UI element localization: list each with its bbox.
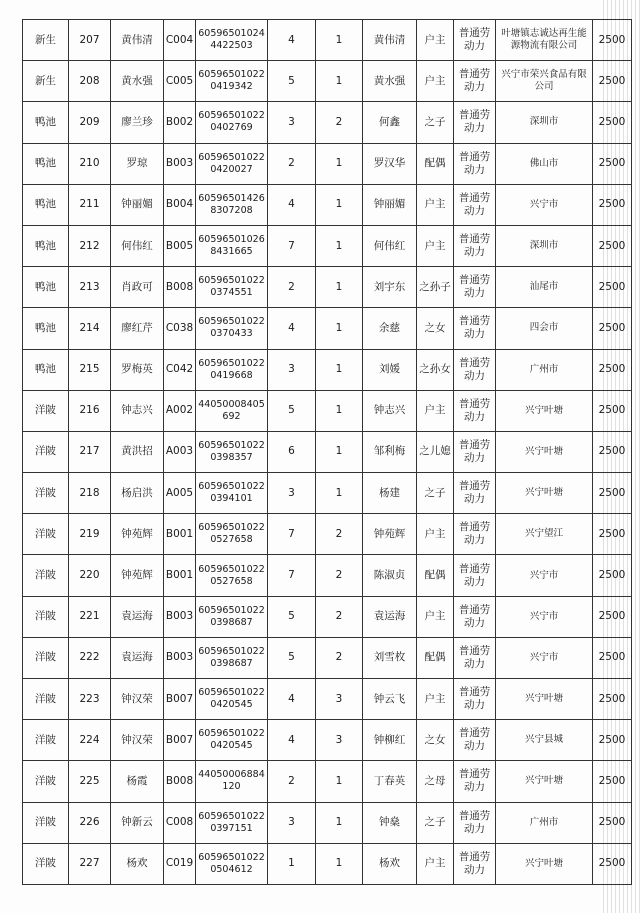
cell-labor-type: 普通劳动力 — [454, 390, 496, 431]
cell-household-code: C019 — [164, 843, 196, 884]
cell-village: 鸭池 — [23, 102, 69, 143]
cell-household-size: 3 — [268, 102, 316, 143]
cell-labor-type: 普通劳动力 — [454, 267, 496, 308]
cell-village: 洋陂 — [23, 720, 69, 761]
cell-household-head: 杨霞 — [111, 761, 164, 802]
cell-worker-name: 钟丽媚 — [363, 184, 417, 225]
cell-household-size: 7 — [268, 225, 316, 266]
cell-worker-name: 黄伟清 — [363, 20, 417, 61]
cell-subsidy-amount: 2500 — [593, 843, 632, 884]
cell-labor-type: 普通劳动力 — [454, 637, 496, 678]
table-row — [23, 308, 632, 349]
cell-household-head: 廖兰珍 — [111, 102, 164, 143]
cell-village: 洋陂 — [23, 514, 69, 555]
cell-household-code: C042 — [164, 349, 196, 390]
cell-household-head: 何伟红 — [111, 225, 164, 266]
cell-account-number: 605965010220527658 — [196, 555, 268, 596]
cell-labor-type: 普通劳动力 — [454, 843, 496, 884]
cell-relationship: 户主 — [417, 184, 454, 225]
cell-labor-count: 3 — [316, 720, 363, 761]
cell-subsidy-amount: 2500 — [593, 225, 632, 266]
cell-subsidy-amount: 2500 — [593, 473, 632, 514]
cell-serial-number: 217 — [69, 431, 111, 472]
table-row — [23, 267, 632, 308]
cell-account-number: 605965010220420545 — [196, 679, 268, 720]
cell-work-location: 兴宁市 — [496, 637, 593, 678]
cell-labor-type: 普通劳动力 — [454, 61, 496, 102]
cell-household-code: C004 — [164, 20, 196, 61]
cell-serial-number: 213 — [69, 267, 111, 308]
cell-household-head: 罗梅英 — [111, 349, 164, 390]
table-row — [23, 431, 632, 472]
cell-serial-number: 211 — [69, 184, 111, 225]
cell-serial-number: 214 — [69, 308, 111, 349]
cell-labor-type: 普通劳动力 — [454, 143, 496, 184]
cell-labor-count: 1 — [316, 473, 363, 514]
cell-household-size: 4 — [268, 184, 316, 225]
cell-labor-count: 2 — [316, 637, 363, 678]
cell-subsidy-amount: 2500 — [593, 267, 632, 308]
cell-serial-number: 210 — [69, 143, 111, 184]
cell-serial-number: 207 — [69, 20, 111, 61]
cell-labor-count: 1 — [316, 184, 363, 225]
cell-labor-count: 1 — [316, 267, 363, 308]
cell-worker-name: 钟志兴 — [363, 390, 417, 431]
cell-household-code: A002 — [164, 390, 196, 431]
cell-serial-number: 219 — [69, 514, 111, 555]
cell-worker-name: 刘宇东 — [363, 267, 417, 308]
cell-labor-type: 普通劳动力 — [454, 514, 496, 555]
cell-subsidy-amount: 2500 — [593, 761, 632, 802]
cell-serial-number: 221 — [69, 596, 111, 637]
cell-household-head: 钟汉荣 — [111, 679, 164, 720]
cell-household-size: 5 — [268, 390, 316, 431]
cell-worker-name: 钟柳红 — [363, 720, 417, 761]
cell-account-number: 605965010268431665 — [196, 225, 268, 266]
cell-labor-count: 2 — [316, 555, 363, 596]
cell-worker-name: 余慈 — [363, 308, 417, 349]
cell-subsidy-amount: 2500 — [593, 514, 632, 555]
cell-household-head: 黄伟清 — [111, 20, 164, 61]
cell-village: 洋陂 — [23, 596, 69, 637]
cell-work-location: 兴宁望江 — [496, 514, 593, 555]
cell-labor-count: 1 — [316, 225, 363, 266]
cell-worker-name: 何鑫 — [363, 102, 417, 143]
cell-account-number: 605965010220394101 — [196, 473, 268, 514]
cell-relationship: 之子 — [417, 102, 454, 143]
cell-account-number: 605965010220504612 — [196, 843, 268, 884]
cell-household-head: 钟汉荣 — [111, 720, 164, 761]
table-row — [23, 143, 632, 184]
cell-work-location: 佛山市 — [496, 143, 593, 184]
cell-serial-number: 227 — [69, 843, 111, 884]
cell-work-location: 兴宁市 — [496, 596, 593, 637]
cell-relationship: 之母 — [417, 761, 454, 802]
cell-serial-number: 224 — [69, 720, 111, 761]
cell-household-head: 廖红芹 — [111, 308, 164, 349]
cell-household-size: 2 — [268, 143, 316, 184]
cell-household-head: 黄水强 — [111, 61, 164, 102]
cell-labor-count: 1 — [316, 143, 363, 184]
cell-relationship: 户主 — [417, 596, 454, 637]
cell-household-size: 7 — [268, 555, 316, 596]
cell-labor-type: 普通劳动力 — [454, 225, 496, 266]
cell-worker-name: 杨欢 — [363, 843, 417, 884]
cell-work-location: 叶塘镇志诚达再生能源物流有限公司 — [496, 20, 593, 61]
cell-household-size: 4 — [268, 308, 316, 349]
cell-serial-number: 212 — [69, 225, 111, 266]
cell-household-code: A003 — [164, 431, 196, 472]
cell-village: 鸭池 — [23, 349, 69, 390]
cell-account-number: 605965010220374551 — [196, 267, 268, 308]
cell-household-code: B001 — [164, 514, 196, 555]
cell-village: 洋陂 — [23, 555, 69, 596]
cell-household-code: B008 — [164, 761, 196, 802]
cell-household-size: 7 — [268, 514, 316, 555]
cell-labor-count: 1 — [316, 802, 363, 843]
table-row — [23, 20, 632, 61]
cell-household-size: 3 — [268, 473, 316, 514]
cell-subsidy-amount: 2500 — [593, 679, 632, 720]
cell-serial-number: 216 — [69, 390, 111, 431]
labor-subsidy-table — [22, 19, 632, 885]
cell-account-number: 44050008405692 — [196, 390, 268, 431]
cell-work-location: 兴宁市荣兴食品有限公司 — [496, 61, 593, 102]
cell-household-size: 6 — [268, 431, 316, 472]
cell-account-number: 605965010220527658 — [196, 514, 268, 555]
cell-household-code: C008 — [164, 802, 196, 843]
cell-work-location: 汕尾市 — [496, 267, 593, 308]
cell-account-number: 605965010220420027 — [196, 143, 268, 184]
cell-labor-count: 1 — [316, 20, 363, 61]
cell-village: 新生 — [23, 61, 69, 102]
table-body — [23, 20, 632, 885]
cell-relationship: 配偶 — [417, 637, 454, 678]
cell-village: 洋陂 — [23, 843, 69, 884]
cell-relationship: 户主 — [417, 390, 454, 431]
cell-labor-type: 普通劳动力 — [454, 761, 496, 802]
cell-relationship: 之子 — [417, 473, 454, 514]
cell-household-size: 4 — [268, 720, 316, 761]
cell-serial-number: 215 — [69, 349, 111, 390]
cell-village: 洋陂 — [23, 761, 69, 802]
cell-village: 洋陂 — [23, 390, 69, 431]
cell-labor-type: 普通劳动力 — [454, 720, 496, 761]
cell-household-head: 杨启洪 — [111, 473, 164, 514]
cell-account-number: 605965010220420545 — [196, 720, 268, 761]
cell-household-code: B003 — [164, 637, 196, 678]
cell-household-code: C005 — [164, 61, 196, 102]
cell-subsidy-amount: 2500 — [593, 555, 632, 596]
cell-household-code: B003 — [164, 596, 196, 637]
cell-household-head: 钟苑辉 — [111, 555, 164, 596]
cell-household-size: 4 — [268, 679, 316, 720]
cell-work-location: 兴宁县城 — [496, 720, 593, 761]
cell-household-head: 肖政可 — [111, 267, 164, 308]
cell-subsidy-amount: 2500 — [593, 61, 632, 102]
cell-account-number: 605965010220398687 — [196, 596, 268, 637]
cell-worker-name: 何伟红 — [363, 225, 417, 266]
cell-work-location: 深圳市 — [496, 225, 593, 266]
cell-serial-number: 225 — [69, 761, 111, 802]
cell-labor-count: 1 — [316, 431, 363, 472]
cell-subsidy-amount: 2500 — [593, 390, 632, 431]
cell-worker-name: 袁运海 — [363, 596, 417, 637]
table-row — [23, 555, 632, 596]
cell-village: 鸭池 — [23, 225, 69, 266]
cell-subsidy-amount: 2500 — [593, 720, 632, 761]
cell-serial-number: 208 — [69, 61, 111, 102]
cell-household-head: 杨欢 — [111, 843, 164, 884]
cell-relationship: 配偶 — [417, 143, 454, 184]
cell-household-code: B001 — [164, 555, 196, 596]
cell-work-location: 兴宁叶塘 — [496, 843, 593, 884]
cell-labor-count: 1 — [316, 761, 363, 802]
cell-work-location: 兴宁市 — [496, 184, 593, 225]
cell-worker-name: 陈淑贞 — [363, 555, 417, 596]
cell-account-number: 44050006884120 — [196, 761, 268, 802]
cell-household-size: 3 — [268, 349, 316, 390]
cell-household-head: 袁运海 — [111, 637, 164, 678]
table-row — [23, 802, 632, 843]
cell-relationship: 配偶 — [417, 555, 454, 596]
cell-relationship: 之女 — [417, 308, 454, 349]
cell-household-head: 钟新云 — [111, 802, 164, 843]
table-row — [23, 761, 632, 802]
cell-household-code: B008 — [164, 267, 196, 308]
cell-village: 鸭池 — [23, 267, 69, 308]
cell-subsidy-amount: 2500 — [593, 349, 632, 390]
cell-household-code: B004 — [164, 184, 196, 225]
cell-worker-name: 邹利梅 — [363, 431, 417, 472]
cell-village: 洋陂 — [23, 802, 69, 843]
table-row — [23, 225, 632, 266]
cell-account-number: 605965010220419342 — [196, 61, 268, 102]
cell-village: 洋陂 — [23, 431, 69, 472]
cell-household-code: B003 — [164, 143, 196, 184]
table-row — [23, 102, 632, 143]
cell-household-code: C038 — [164, 308, 196, 349]
cell-worker-name: 钟苑辉 — [363, 514, 417, 555]
cell-village: 洋陂 — [23, 473, 69, 514]
cell-household-head: 罗琼 — [111, 143, 164, 184]
cell-worker-name: 钟云飞 — [363, 679, 417, 720]
cell-worker-name: 钟燊 — [363, 802, 417, 843]
cell-relationship: 之孙女 — [417, 349, 454, 390]
cell-household-code: B002 — [164, 102, 196, 143]
cell-work-location: 兴宁叶塘 — [496, 679, 593, 720]
cell-work-location: 兴宁叶塘 — [496, 761, 593, 802]
cell-worker-name: 刘媛 — [363, 349, 417, 390]
cell-labor-count: 2 — [316, 596, 363, 637]
cell-subsidy-amount: 2500 — [593, 102, 632, 143]
cell-account-number: 605965010220398357 — [196, 431, 268, 472]
cell-labor-count: 1 — [316, 349, 363, 390]
cell-labor-type: 普通劳动力 — [454, 555, 496, 596]
cell-village: 洋陂 — [23, 679, 69, 720]
cell-serial-number: 223 — [69, 679, 111, 720]
cell-work-location: 广州市 — [496, 349, 593, 390]
cell-serial-number: 220 — [69, 555, 111, 596]
cell-village: 鸭池 — [23, 308, 69, 349]
cell-labor-type: 普通劳动力 — [454, 20, 496, 61]
cell-labor-count: 1 — [316, 61, 363, 102]
cell-relationship: 户主 — [417, 61, 454, 102]
cell-labor-count: 2 — [316, 514, 363, 555]
cell-household-size: 2 — [268, 267, 316, 308]
cell-account-number: 605965010220398687 — [196, 637, 268, 678]
cell-worker-name: 罗汉华 — [363, 143, 417, 184]
cell-work-location: 深圳市 — [496, 102, 593, 143]
cell-household-size: 5 — [268, 637, 316, 678]
cell-household-code: B007 — [164, 679, 196, 720]
cell-household-code: B007 — [164, 720, 196, 761]
cell-relationship: 户主 — [417, 225, 454, 266]
table-row — [23, 514, 632, 555]
cell-village: 新生 — [23, 20, 69, 61]
cell-household-head: 袁运海 — [111, 596, 164, 637]
table-row — [23, 61, 632, 102]
table-row — [23, 349, 632, 390]
table-row — [23, 390, 632, 431]
cell-labor-type: 普通劳动力 — [454, 596, 496, 637]
cell-labor-count: 1 — [316, 308, 363, 349]
cell-relationship: 户主 — [417, 843, 454, 884]
cell-worker-name: 黄水强 — [363, 61, 417, 102]
cell-subsidy-amount: 2500 — [593, 802, 632, 843]
cell-subsidy-amount: 2500 — [593, 596, 632, 637]
cell-village: 鸭池 — [23, 143, 69, 184]
table-row — [23, 473, 632, 514]
cell-labor-type: 普通劳动力 — [454, 308, 496, 349]
cell-account-number: 605965014268307208 — [196, 184, 268, 225]
cell-relationship: 户主 — [417, 514, 454, 555]
cell-subsidy-amount: 2500 — [593, 431, 632, 472]
cell-labor-count: 3 — [316, 679, 363, 720]
table-row — [23, 184, 632, 225]
cell-serial-number: 218 — [69, 473, 111, 514]
cell-labor-type: 普通劳动力 — [454, 184, 496, 225]
table-row — [23, 679, 632, 720]
cell-household-size: 5 — [268, 596, 316, 637]
cell-household-head: 钟苑辉 — [111, 514, 164, 555]
cell-household-head: 黄洪招 — [111, 431, 164, 472]
cell-subsidy-amount: 2500 — [593, 143, 632, 184]
cell-subsidy-amount: 2500 — [593, 20, 632, 61]
cell-household-size: 1 — [268, 843, 316, 884]
cell-labor-type: 普通劳动力 — [454, 473, 496, 514]
cell-relationship: 之子 — [417, 802, 454, 843]
cell-serial-number: 209 — [69, 102, 111, 143]
cell-labor-count: 2 — [316, 102, 363, 143]
cell-account-number: 605965010220397151 — [196, 802, 268, 843]
cell-worker-name: 杨建 — [363, 473, 417, 514]
cell-labor-type: 普通劳动力 — [454, 102, 496, 143]
cell-household-code: A005 — [164, 473, 196, 514]
cell-work-location: 兴宁叶塘 — [496, 473, 593, 514]
cell-worker-name: 丁春英 — [363, 761, 417, 802]
cell-household-size: 5 — [268, 61, 316, 102]
cell-subsidy-amount: 2500 — [593, 308, 632, 349]
cell-relationship: 户主 — [417, 679, 454, 720]
cell-serial-number: 226 — [69, 802, 111, 843]
cell-account-number: 605965010220402769 — [196, 102, 268, 143]
cell-worker-name: 刘雪枚 — [363, 637, 417, 678]
cell-relationship: 之女 — [417, 720, 454, 761]
table-row — [23, 637, 632, 678]
cell-village: 鸭池 — [23, 184, 69, 225]
cell-account-number: 605965010244422503 — [196, 20, 268, 61]
cell-serial-number: 222 — [69, 637, 111, 678]
cell-labor-type: 普通劳动力 — [454, 802, 496, 843]
table-row — [23, 720, 632, 761]
cell-household-head: 钟志兴 — [111, 390, 164, 431]
cell-village: 洋陂 — [23, 637, 69, 678]
cell-account-number: 605965010220370433 — [196, 308, 268, 349]
table-row — [23, 843, 632, 884]
table-row — [23, 596, 632, 637]
cell-account-number: 605965010220419668 — [196, 349, 268, 390]
cell-work-location: 兴宁市 — [496, 555, 593, 596]
cell-household-head: 钟丽媚 — [111, 184, 164, 225]
cell-labor-type: 普通劳动力 — [454, 349, 496, 390]
cell-relationship: 之儿媳 — [417, 431, 454, 472]
cell-labor-type: 普通劳动力 — [454, 431, 496, 472]
cell-subsidy-amount: 2500 — [593, 637, 632, 678]
cell-household-size: 3 — [268, 802, 316, 843]
cell-relationship: 户主 — [417, 20, 454, 61]
cell-labor-count: 1 — [316, 843, 363, 884]
cell-work-location: 广州市 — [496, 802, 593, 843]
cell-work-location: 兴宁叶塘 — [496, 390, 593, 431]
cell-household-code: B005 — [164, 225, 196, 266]
cell-subsidy-amount: 2500 — [593, 184, 632, 225]
cell-relationship: 之孙子 — [417, 267, 454, 308]
cell-work-location: 兴宁叶塘 — [496, 431, 593, 472]
cell-labor-count: 1 — [316, 390, 363, 431]
cell-household-size: 2 — [268, 761, 316, 802]
cell-labor-type: 普通劳动力 — [454, 679, 496, 720]
cell-household-size: 4 — [268, 20, 316, 61]
cell-work-location: 四会市 — [496, 308, 593, 349]
